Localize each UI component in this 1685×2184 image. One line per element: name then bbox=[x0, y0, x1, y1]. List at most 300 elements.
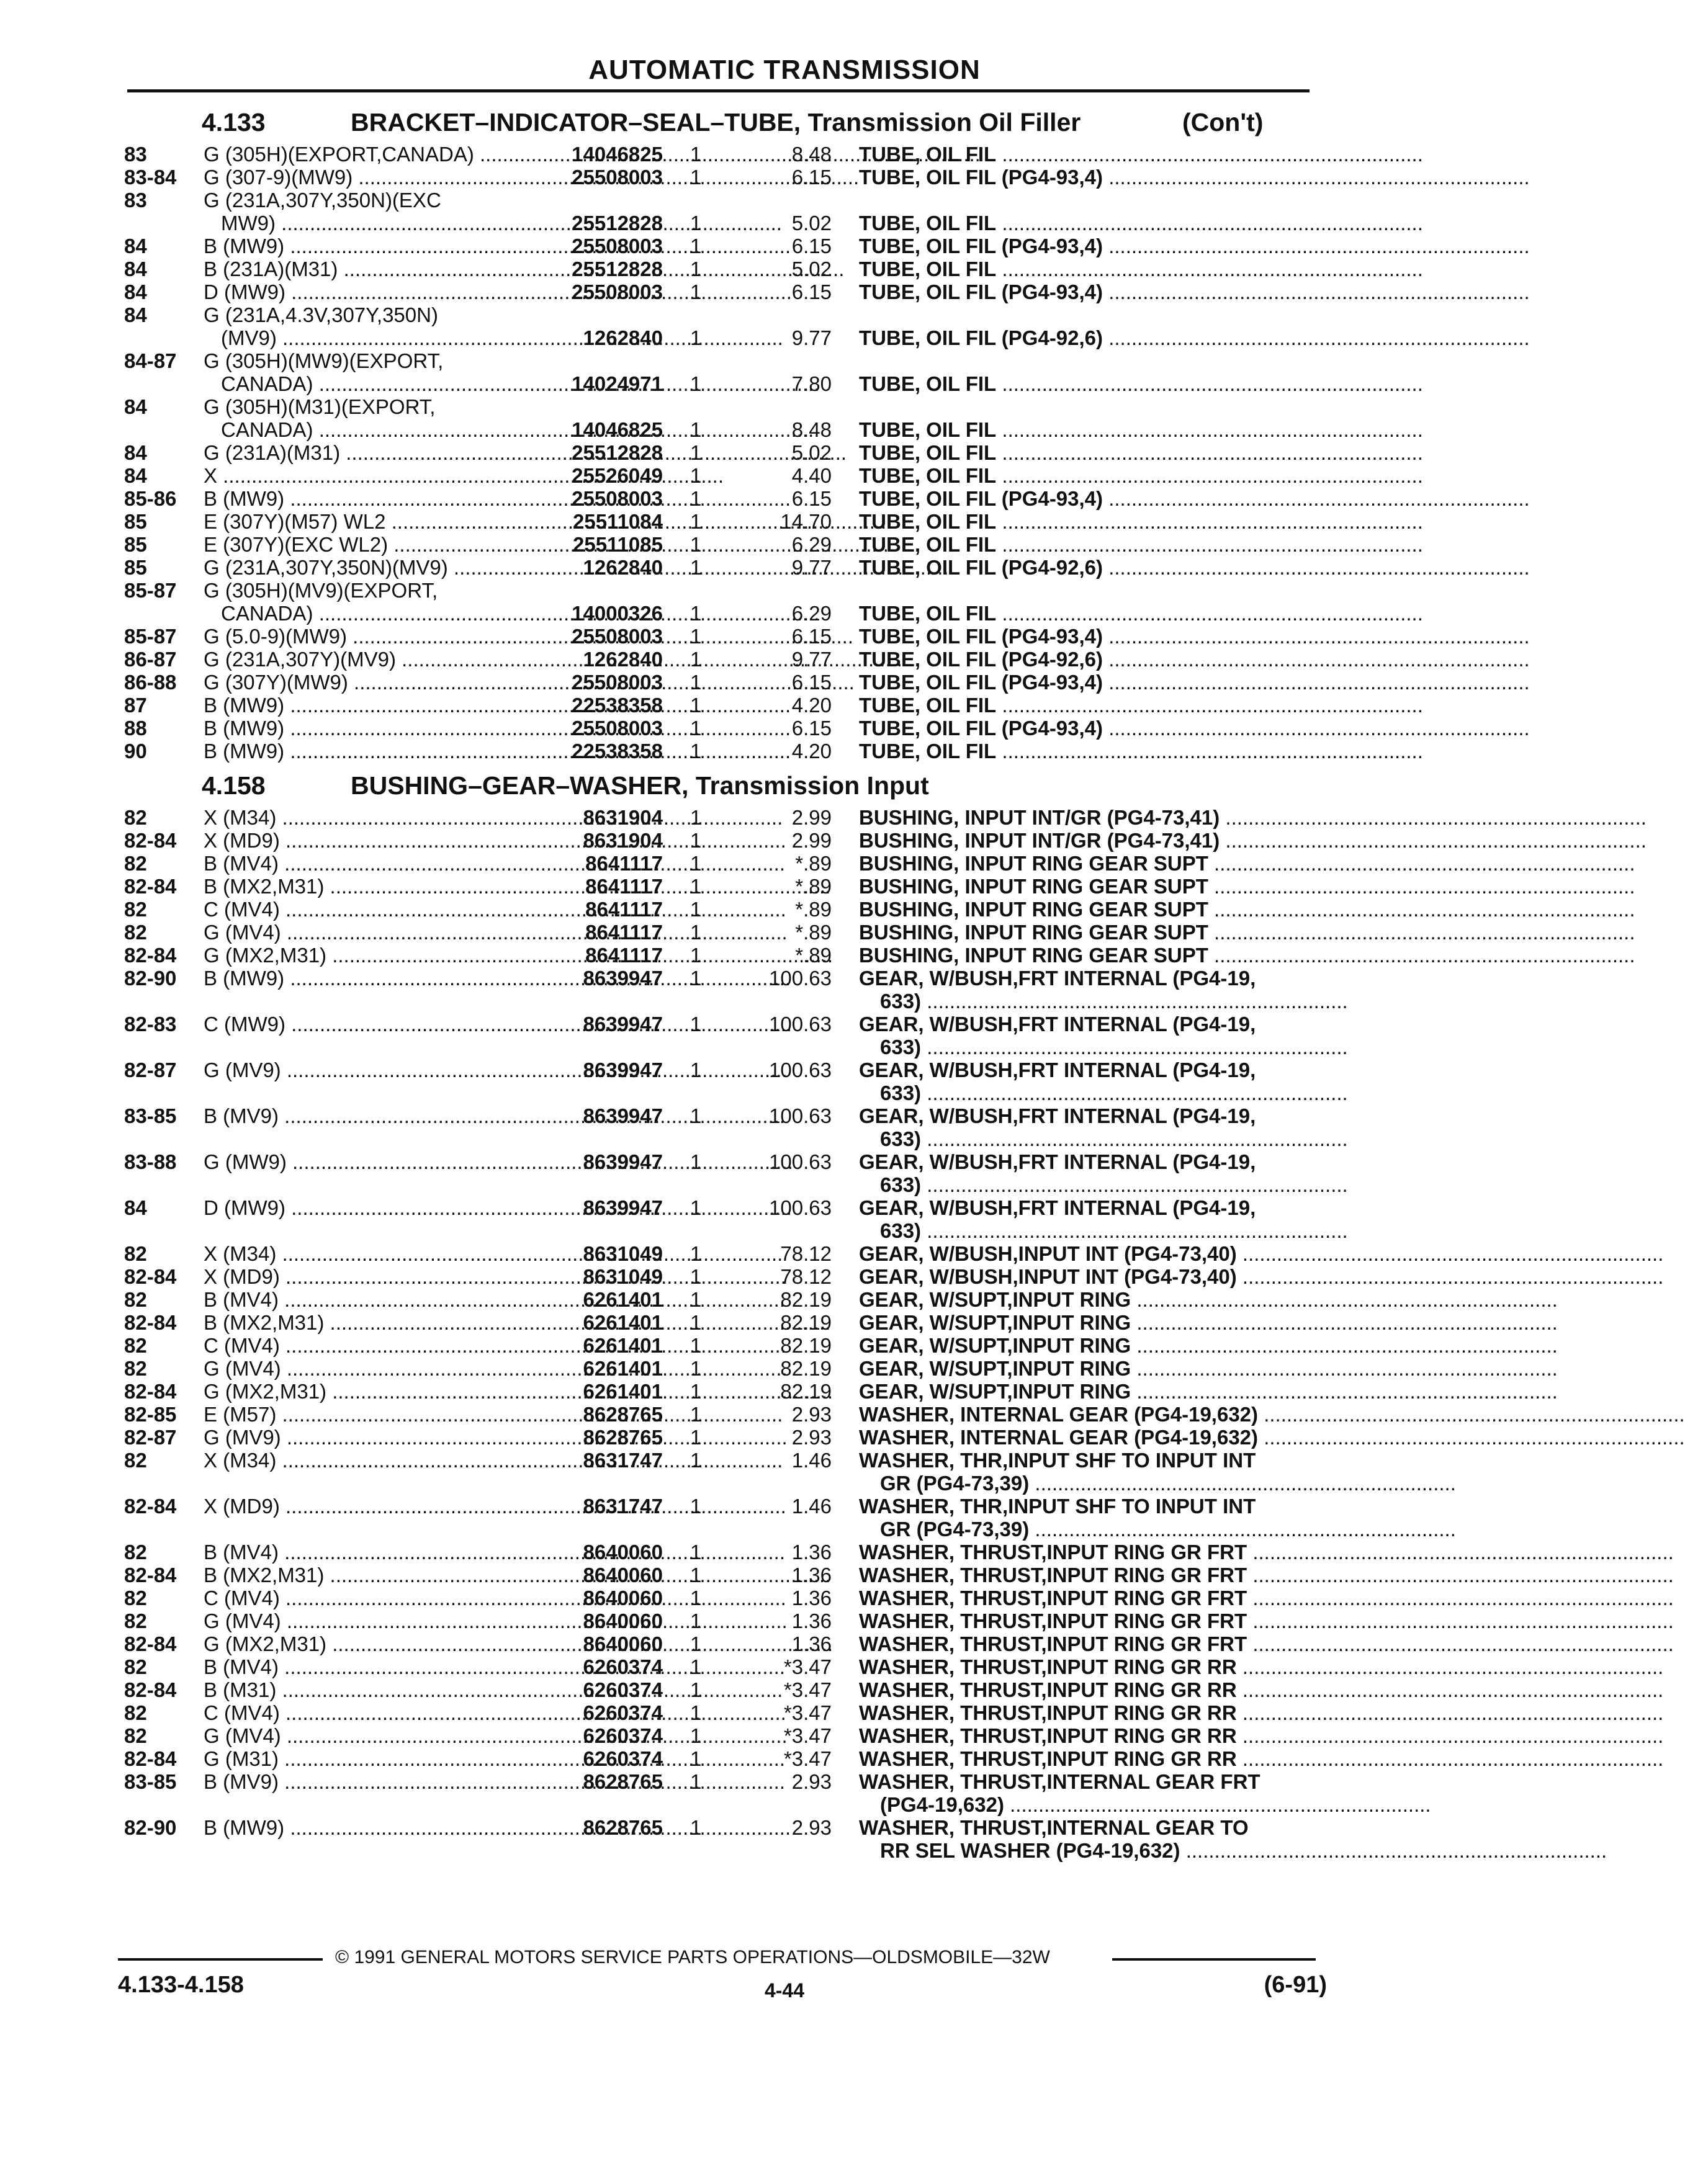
leader-dots: .......................................................................... bbox=[1236, 1701, 1664, 1724]
vehicle-application-line: E (M57) bbox=[204, 1403, 277, 1426]
part-number: 25508003 bbox=[572, 625, 663, 648]
part-description-line: GEAR, W/BUSH,FRT INTERNAL (PG4-19, bbox=[859, 1013, 1256, 1036]
vehicle-application bbox=[204, 648, 539, 671]
table-row bbox=[0, 1724, 1664, 1747]
model-years: 82 bbox=[124, 1724, 147, 1747]
part-description-line: BUSHING, INPUT INT/GR (PG4-73,41) bbox=[859, 806, 1220, 829]
leader-dots: .......................................................................... bbox=[996, 143, 1423, 166]
quantity: 1 bbox=[690, 418, 702, 441]
part-description bbox=[859, 1747, 1664, 1770]
vehicle-application-line: CANADA) bbox=[221, 372, 313, 395]
model-years: 82-87 bbox=[124, 1058, 177, 1081]
vehicle-application-line: B (M31) bbox=[204, 1678, 277, 1701]
part-description bbox=[859, 1678, 1664, 1701]
leader-dots: .......................................................................... bbox=[921, 1173, 1348, 1196]
part-number: 25508003 bbox=[572, 280, 663, 303]
model-years: 82 bbox=[124, 1587, 147, 1609]
part-description bbox=[859, 143, 1423, 166]
quantity: 1 bbox=[690, 166, 702, 189]
part-description-line: RR SEL WASHER (PG4-19,632) bbox=[880, 1839, 1180, 1862]
model-years: 82 bbox=[124, 1541, 147, 1564]
model-years: 83-88 bbox=[124, 1150, 177, 1173]
model-years: 83 bbox=[124, 189, 147, 212]
part-description bbox=[859, 533, 1423, 556]
leader-dots: .......................................................................... bbox=[1004, 1793, 1431, 1816]
part-description bbox=[859, 212, 1423, 235]
quantity: 1 bbox=[690, 921, 702, 944]
table-row bbox=[0, 898, 1635, 921]
price: 6.15 bbox=[791, 671, 832, 694]
quantity: 1 bbox=[690, 326, 702, 349]
vehicle-application-line: X (MD9) bbox=[204, 1495, 280, 1518]
quantity: 1 bbox=[690, 944, 702, 967]
quantity: 1 bbox=[690, 1449, 702, 1472]
vehicle-application-line: (MV9) bbox=[221, 326, 277, 349]
footer-section-range: 4.133-4.158 bbox=[118, 1972, 244, 1998]
leader-dots: .......................................................................... bbox=[1236, 1242, 1664, 1265]
vehicle-application bbox=[204, 967, 539, 990]
vehicle-application-line: X (M34) bbox=[204, 1449, 277, 1472]
part-description bbox=[859, 1104, 1348, 1150]
vehicle-application-line: G (307-9)(MW9) bbox=[204, 166, 353, 189]
page-header-title: AUTOMATIC TRANSMISSION bbox=[588, 55, 981, 85]
vehicle-application-line: X (MD9) bbox=[204, 829, 280, 852]
vehicle-application-line: X (MD9) bbox=[204, 1265, 280, 1288]
price: 9.77 bbox=[791, 326, 832, 349]
table-row bbox=[0, 694, 1569, 717]
leader-dots: .......................................................................... bbox=[1131, 1311, 1558, 1334]
part-description-line: BUSHING, INPUT RING GEAR SUPT bbox=[859, 852, 1208, 875]
table-row bbox=[0, 1701, 1664, 1724]
quantity: 1 bbox=[690, 464, 702, 487]
vehicle-application bbox=[204, 1288, 539, 1311]
vehicle-application-line: CANADA) bbox=[221, 418, 313, 441]
part-description bbox=[859, 1242, 1664, 1265]
vehicle-application-line: G (231A,307Y)(MV9) bbox=[204, 648, 396, 671]
part-description-line: TUBE, OIL FIL bbox=[859, 372, 997, 395]
price: 100.63 bbox=[769, 1150, 832, 1173]
model-years: 82-85 bbox=[124, 1403, 177, 1426]
vehicle-application-line: C (MV4) bbox=[204, 1334, 280, 1357]
part-description-line: WASHER, THRUST,INPUT RING GR RR bbox=[859, 1747, 1237, 1770]
leader-dots: .......................................................................... bbox=[1029, 1518, 1456, 1541]
quantity: 1 bbox=[690, 1816, 702, 1839]
price: 1.36 bbox=[791, 1609, 832, 1632]
quantity: 1 bbox=[690, 1196, 702, 1219]
leader-dots: .......................................................................... bbox=[1236, 1265, 1664, 1288]
vehicle-application-line: E (307Y)(M57) WL2 bbox=[204, 510, 386, 533]
leader-dots: .......................................................................... bbox=[996, 602, 1423, 625]
part-description-line: TUBE, OIL FIL (PG4-93,4) bbox=[859, 717, 1103, 740]
quantity: 1 bbox=[690, 1632, 702, 1655]
leader-dots: .......................................................................... bbox=[1247, 1541, 1674, 1564]
quantity: 1 bbox=[690, 280, 702, 303]
part-description-line: BUSHING, INPUT RING GEAR SUPT bbox=[859, 921, 1208, 944]
vehicle-application-line: B (MV4) bbox=[204, 1288, 279, 1311]
price: *3.47 bbox=[783, 1724, 832, 1747]
leader-dots: .......................................................................... bbox=[996, 740, 1423, 763]
model-years: 82 bbox=[124, 1701, 147, 1724]
vehicle-application bbox=[204, 556, 539, 579]
leader-dots: .......................................................................... bbox=[1103, 487, 1530, 510]
vehicle-application bbox=[204, 1196, 539, 1219]
quantity: 1 bbox=[690, 648, 702, 671]
vehicle-application-line: CANADA) bbox=[221, 602, 313, 625]
part-number: 25526049 bbox=[572, 464, 663, 487]
part-description bbox=[859, 1449, 1456, 1495]
part-description-line: TUBE, OIL FIL bbox=[859, 602, 997, 625]
table-row bbox=[0, 1609, 1674, 1632]
leader-dots: .......................................................................... bbox=[1236, 1678, 1664, 1701]
part-number: 8639947 bbox=[583, 1058, 663, 1081]
vehicle-application bbox=[204, 1013, 539, 1036]
price: 5.02 bbox=[791, 212, 832, 235]
quantity: 1 bbox=[690, 533, 702, 556]
vehicle-application-line: B (MW9) bbox=[204, 967, 285, 990]
vehicle-application-line: C (MV4) bbox=[204, 1587, 280, 1609]
leader-dots: .......................................................................... bbox=[996, 694, 1423, 717]
table-row bbox=[0, 1541, 1674, 1564]
leader-dots: .......................................................................... bbox=[1236, 1747, 1664, 1770]
price: 2.99 bbox=[791, 829, 832, 852]
model-years: 82 bbox=[124, 898, 147, 921]
vehicle-application bbox=[204, 1770, 539, 1793]
table-row bbox=[0, 143, 1569, 166]
part-description-line: GEAR, W/BUSH,FRT INTERNAL (PG4-19, bbox=[859, 1150, 1256, 1173]
part-description-line: 633) bbox=[880, 1173, 922, 1196]
part-description bbox=[859, 625, 1530, 648]
part-number: 25508003 bbox=[572, 487, 663, 510]
leader-dots: .......................................................................... bbox=[1131, 1334, 1558, 1357]
model-years: 82 bbox=[124, 921, 147, 944]
model-years: 82 bbox=[124, 1449, 147, 1472]
price: 1.36 bbox=[791, 1632, 832, 1655]
table-row bbox=[0, 1311, 1569, 1334]
vehicle-application-line: G (MV9) bbox=[204, 1058, 281, 1081]
leader-dots: .......................................................................... bbox=[1131, 1380, 1558, 1403]
part-description bbox=[859, 740, 1423, 763]
leader-dots: .......................................................................... bbox=[921, 1219, 1348, 1242]
leader-dots: .......................................................................... bbox=[1220, 806, 1647, 829]
leader-dots: .......................................................................... bbox=[1103, 326, 1530, 349]
vehicle-application bbox=[204, 143, 539, 166]
part-number: 6260374 bbox=[583, 1655, 663, 1678]
model-years: 84 bbox=[124, 257, 147, 280]
part-description bbox=[859, 921, 1635, 944]
part-description-line: GEAR, W/BUSH,FRT INTERNAL (PG4-19, bbox=[859, 1058, 1256, 1081]
vehicle-application bbox=[204, 487, 539, 510]
part-number: 6260374 bbox=[583, 1678, 663, 1701]
vehicle-application-line: G (305H)(M31)(EXPORT, bbox=[204, 395, 436, 418]
price: 6.29 bbox=[791, 602, 832, 625]
leader-dots: .......................................................................... bbox=[996, 441, 1423, 464]
table-row bbox=[0, 1426, 1685, 1449]
quantity: 1 bbox=[690, 1265, 702, 1288]
quantity: 1 bbox=[690, 1242, 702, 1265]
part-number: 8631904 bbox=[583, 829, 663, 852]
part-number: 14046825 bbox=[572, 418, 663, 441]
part-description bbox=[859, 1288, 1558, 1311]
vehicle-application-line: C (MV4) bbox=[204, 1701, 280, 1724]
quantity: 1 bbox=[690, 556, 702, 579]
vehicle-application-line: B (MX2,M31) bbox=[204, 1311, 325, 1334]
model-years: 85 bbox=[124, 533, 147, 556]
table-row bbox=[0, 1288, 1569, 1311]
vehicle-application bbox=[204, 625, 539, 648]
part-description-line: 633) bbox=[880, 1081, 922, 1104]
vehicle-application bbox=[204, 740, 539, 763]
table-row bbox=[0, 1816, 1607, 1862]
model-years: 82 bbox=[124, 1334, 147, 1357]
model-years: 84-87 bbox=[124, 349, 177, 372]
part-description-line: TUBE, OIL FIL bbox=[859, 441, 997, 464]
table-row bbox=[0, 1747, 1664, 1770]
vehicle-application-line: B (MW9) bbox=[204, 1816, 285, 1839]
part-description bbox=[859, 1770, 1431, 1816]
part-number: 8628765 bbox=[583, 1403, 663, 1426]
footer-page-number: 4-44 bbox=[764, 1979, 805, 2002]
part-description bbox=[859, 510, 1423, 533]
leader-dots: .......................................................................... bbox=[921, 990, 1348, 1013]
model-years: 82-84 bbox=[124, 1564, 177, 1587]
table-row bbox=[0, 487, 1569, 510]
part-number: 6261401 bbox=[583, 1357, 663, 1380]
vehicle-application-line: B (MV4) bbox=[204, 1541, 279, 1564]
part-number: 25511085 bbox=[572, 533, 663, 556]
part-description-line: GEAR, W/BUSH,FRT INTERNAL (PG4-19, bbox=[859, 967, 1256, 990]
part-number: 8628765 bbox=[583, 1816, 663, 1839]
part-description-line: GEAR, W/BUSH,INPUT INT (PG4-73,40) bbox=[859, 1265, 1237, 1288]
part-description bbox=[859, 1013, 1348, 1058]
vehicle-application bbox=[204, 1150, 539, 1173]
part-number: 6261401 bbox=[583, 1380, 663, 1403]
part-description bbox=[859, 1816, 1607, 1862]
vehicle-application-line: B (MX2,M31) bbox=[204, 875, 325, 898]
part-description bbox=[859, 556, 1530, 579]
quantity: 1 bbox=[690, 1104, 702, 1127]
price: 6.15 bbox=[791, 235, 832, 257]
model-years: 82 bbox=[124, 806, 147, 829]
part-description bbox=[859, 1701, 1664, 1724]
leader-dots: .......................................................................... bbox=[1247, 1564, 1674, 1587]
vehicle-application bbox=[204, 1242, 539, 1265]
table-row bbox=[0, 806, 1647, 829]
model-years: 84 bbox=[124, 280, 147, 303]
price: 2.93 bbox=[791, 1403, 832, 1426]
price: 9.77 bbox=[791, 648, 832, 671]
part-description-line: BUSHING, INPUT RING GEAR SUPT bbox=[859, 898, 1208, 921]
table-row bbox=[0, 921, 1635, 944]
quantity: 1 bbox=[690, 1013, 702, 1036]
vehicle-application bbox=[204, 1587, 539, 1609]
vehicle-application bbox=[204, 1747, 539, 1770]
table-row bbox=[0, 1058, 1569, 1104]
part-description-line: TUBE, OIL FIL bbox=[859, 212, 997, 235]
part-description bbox=[859, 1380, 1558, 1403]
part-description bbox=[859, 717, 1530, 740]
part-description bbox=[859, 875, 1635, 898]
vehicle-application-line: MW9) bbox=[221, 212, 276, 235]
model-years: 82-83 bbox=[124, 1013, 177, 1036]
model-years: 82-84 bbox=[124, 1495, 177, 1518]
vehicle-application bbox=[204, 1311, 539, 1334]
vehicle-application-line: G (231A)(M31) bbox=[204, 441, 341, 464]
model-years: 82-84 bbox=[124, 829, 177, 852]
vehicle-application bbox=[204, 1449, 539, 1472]
leader-dots: .......................................................................... bbox=[1247, 1609, 1674, 1632]
part-description-line: TUBE, OIL FIL (PG4-93,4) bbox=[859, 487, 1103, 510]
vehicle-application-line: B (MW9) bbox=[204, 694, 285, 717]
vehicle-application bbox=[204, 1816, 539, 1839]
part-description-line: WASHER, THRUST,INPUT RING GR FRT bbox=[859, 1564, 1247, 1587]
part-number: 25508003 bbox=[572, 235, 663, 257]
model-years: 82-84 bbox=[124, 1632, 177, 1655]
quantity: 1 bbox=[690, 1426, 702, 1449]
part-description-line: BUSHING, INPUT RING GEAR SUPT bbox=[859, 875, 1208, 898]
model-years: 82 bbox=[124, 1357, 147, 1380]
part-number: 8640060 bbox=[583, 1587, 663, 1609]
quantity: 1 bbox=[690, 852, 702, 875]
part-description bbox=[859, 944, 1635, 967]
vehicle-application bbox=[204, 1104, 539, 1127]
part-description bbox=[859, 1196, 1348, 1242]
part-description bbox=[859, 257, 1423, 280]
section-number: 4.133 bbox=[202, 108, 266, 136]
part-number: 6261401 bbox=[583, 1311, 663, 1334]
quantity: 1 bbox=[690, 1311, 702, 1334]
model-years: 82-90 bbox=[124, 967, 177, 990]
part-description-line: GEAR, W/BUSH,FRT INTERNAL (PG4-19, bbox=[859, 1196, 1256, 1219]
quantity: 1 bbox=[690, 1403, 702, 1426]
part-number: 8631049 bbox=[583, 1265, 663, 1288]
table-row bbox=[0, 235, 1569, 257]
quantity: 1 bbox=[690, 671, 702, 694]
leader-dots: .......................................................................... bbox=[1208, 944, 1635, 967]
vehicle-application-line: G (MW9) bbox=[204, 1150, 287, 1173]
quantity: 1 bbox=[690, 1380, 702, 1403]
leader-dots: .......................................................................... bbox=[1103, 556, 1530, 579]
price: 82.19 bbox=[780, 1357, 832, 1380]
vehicle-application bbox=[204, 395, 539, 441]
part-description-line: TUBE, OIL FIL (PG4-93,4) bbox=[859, 280, 1103, 303]
leader-dots: .......................................................................... bbox=[1258, 1403, 1685, 1426]
table-row bbox=[0, 1770, 1569, 1816]
price: *3.47 bbox=[783, 1701, 832, 1724]
vehicle-application-line: G (231A,4.3V,307Y,350N) bbox=[204, 303, 438, 326]
part-description-line: GEAR, W/SUPT,INPUT RING bbox=[859, 1380, 1131, 1403]
quantity: 1 bbox=[690, 602, 702, 625]
quantity: 1 bbox=[690, 1609, 702, 1632]
leader-dots: .......................................................................... bbox=[1103, 671, 1530, 694]
vehicle-application bbox=[204, 1334, 539, 1357]
part-description-line: WASHER, THRUST,INTERNAL GEAR FRT bbox=[859, 1770, 1260, 1793]
price: 82.19 bbox=[780, 1288, 832, 1311]
part-number: 8641117 bbox=[585, 944, 663, 967]
table-row bbox=[0, 740, 1569, 763]
part-number: 1262840 bbox=[583, 326, 663, 349]
vehicle-application-line: D (MW9) bbox=[204, 1196, 285, 1219]
price: 14.70 bbox=[780, 510, 832, 533]
part-number: 25512828 bbox=[572, 257, 663, 280]
model-years: 83-85 bbox=[124, 1104, 177, 1127]
table-row bbox=[0, 1013, 1569, 1058]
part-description-line: GEAR, W/BUSH,INPUT INT (PG4-73,40) bbox=[859, 1242, 1237, 1265]
quantity: 1 bbox=[690, 1770, 702, 1793]
price: 6.29 bbox=[791, 533, 832, 556]
part-number: 14046825 bbox=[572, 143, 663, 166]
part-description bbox=[859, 1541, 1674, 1564]
part-number: 8631747 bbox=[583, 1495, 663, 1518]
part-description-line: TUBE, OIL FIL bbox=[859, 694, 997, 717]
table-row bbox=[0, 1196, 1569, 1242]
part-description bbox=[859, 235, 1530, 257]
table-row bbox=[0, 441, 1569, 464]
quantity: 1 bbox=[690, 1747, 702, 1770]
price: 1.36 bbox=[791, 1564, 832, 1587]
part-description bbox=[859, 602, 1423, 625]
part-number: 8628765 bbox=[583, 1426, 663, 1449]
part-description-line: 633) bbox=[880, 1219, 922, 1242]
leader-dots: .......................................................................... bbox=[996, 212, 1423, 235]
table-row bbox=[0, 1334, 1569, 1357]
vehicle-application-line: B (MV9) bbox=[204, 1770, 279, 1793]
vehicle-application bbox=[204, 235, 539, 257]
footer-rule-right-line bbox=[1112, 1958, 1316, 1961]
part-description bbox=[859, 441, 1423, 464]
quantity: 1 bbox=[690, 235, 702, 257]
model-years: 85 bbox=[124, 510, 147, 533]
table-row bbox=[0, 944, 1635, 967]
part-description-line: TUBE, OIL FIL (PG4-92,6) bbox=[859, 648, 1103, 671]
model-years: 82 bbox=[124, 1655, 147, 1678]
table-row bbox=[0, 1655, 1664, 1678]
price: 7.80 bbox=[791, 372, 832, 395]
vehicle-application-line: G (305H)(MV9)(EXPORT, bbox=[204, 579, 438, 602]
section-heading bbox=[202, 771, 929, 800]
price: 2.99 bbox=[791, 806, 832, 829]
part-number: 8640060 bbox=[583, 1632, 663, 1655]
quantity: 1 bbox=[690, 625, 702, 648]
part-description-line: TUBE, OIL FIL bbox=[859, 464, 997, 487]
price: 2.93 bbox=[791, 1770, 832, 1793]
part-description bbox=[859, 898, 1635, 921]
vehicle-application-line: B (MW9) bbox=[204, 235, 285, 257]
part-description-line: WASHER, THRUST,INPUT RING GR RR bbox=[859, 1701, 1237, 1724]
vehicle-application bbox=[204, 1655, 539, 1678]
model-years: 82-84 bbox=[124, 1380, 177, 1403]
vehicle-application-line: D (MW9) bbox=[204, 280, 285, 303]
model-years: 84 bbox=[124, 464, 147, 487]
part-number: 6260374 bbox=[583, 1701, 663, 1724]
table-row bbox=[0, 717, 1569, 740]
table-row bbox=[0, 166, 1569, 189]
vehicle-application bbox=[204, 671, 539, 694]
vehicle-application-line: G (231A,307Y,350N)(MV9) bbox=[204, 556, 448, 579]
leader-dots: .......................................................................... bbox=[1131, 1357, 1558, 1380]
header-rule bbox=[127, 89, 1310, 92]
leader-dots: .......................................................................... bbox=[1029, 1472, 1456, 1495]
part-description-line: TUBE, OIL FIL (PG4-92,6) bbox=[859, 326, 1103, 349]
model-years: 85-87 bbox=[124, 579, 177, 602]
quantity: 1 bbox=[690, 1541, 702, 1564]
model-years: 83-84 bbox=[124, 166, 177, 189]
part-number: 14024971 bbox=[572, 372, 663, 395]
vehicle-application bbox=[204, 257, 539, 280]
part-description-line: BUSHING, INPUT INT/GR (PG4-73,41) bbox=[859, 829, 1220, 852]
part-description-line: TUBE, OIL FIL (PG4-93,4) bbox=[859, 235, 1103, 257]
model-years: 82 bbox=[124, 1242, 147, 1265]
model-years: 82-84 bbox=[124, 1678, 177, 1701]
